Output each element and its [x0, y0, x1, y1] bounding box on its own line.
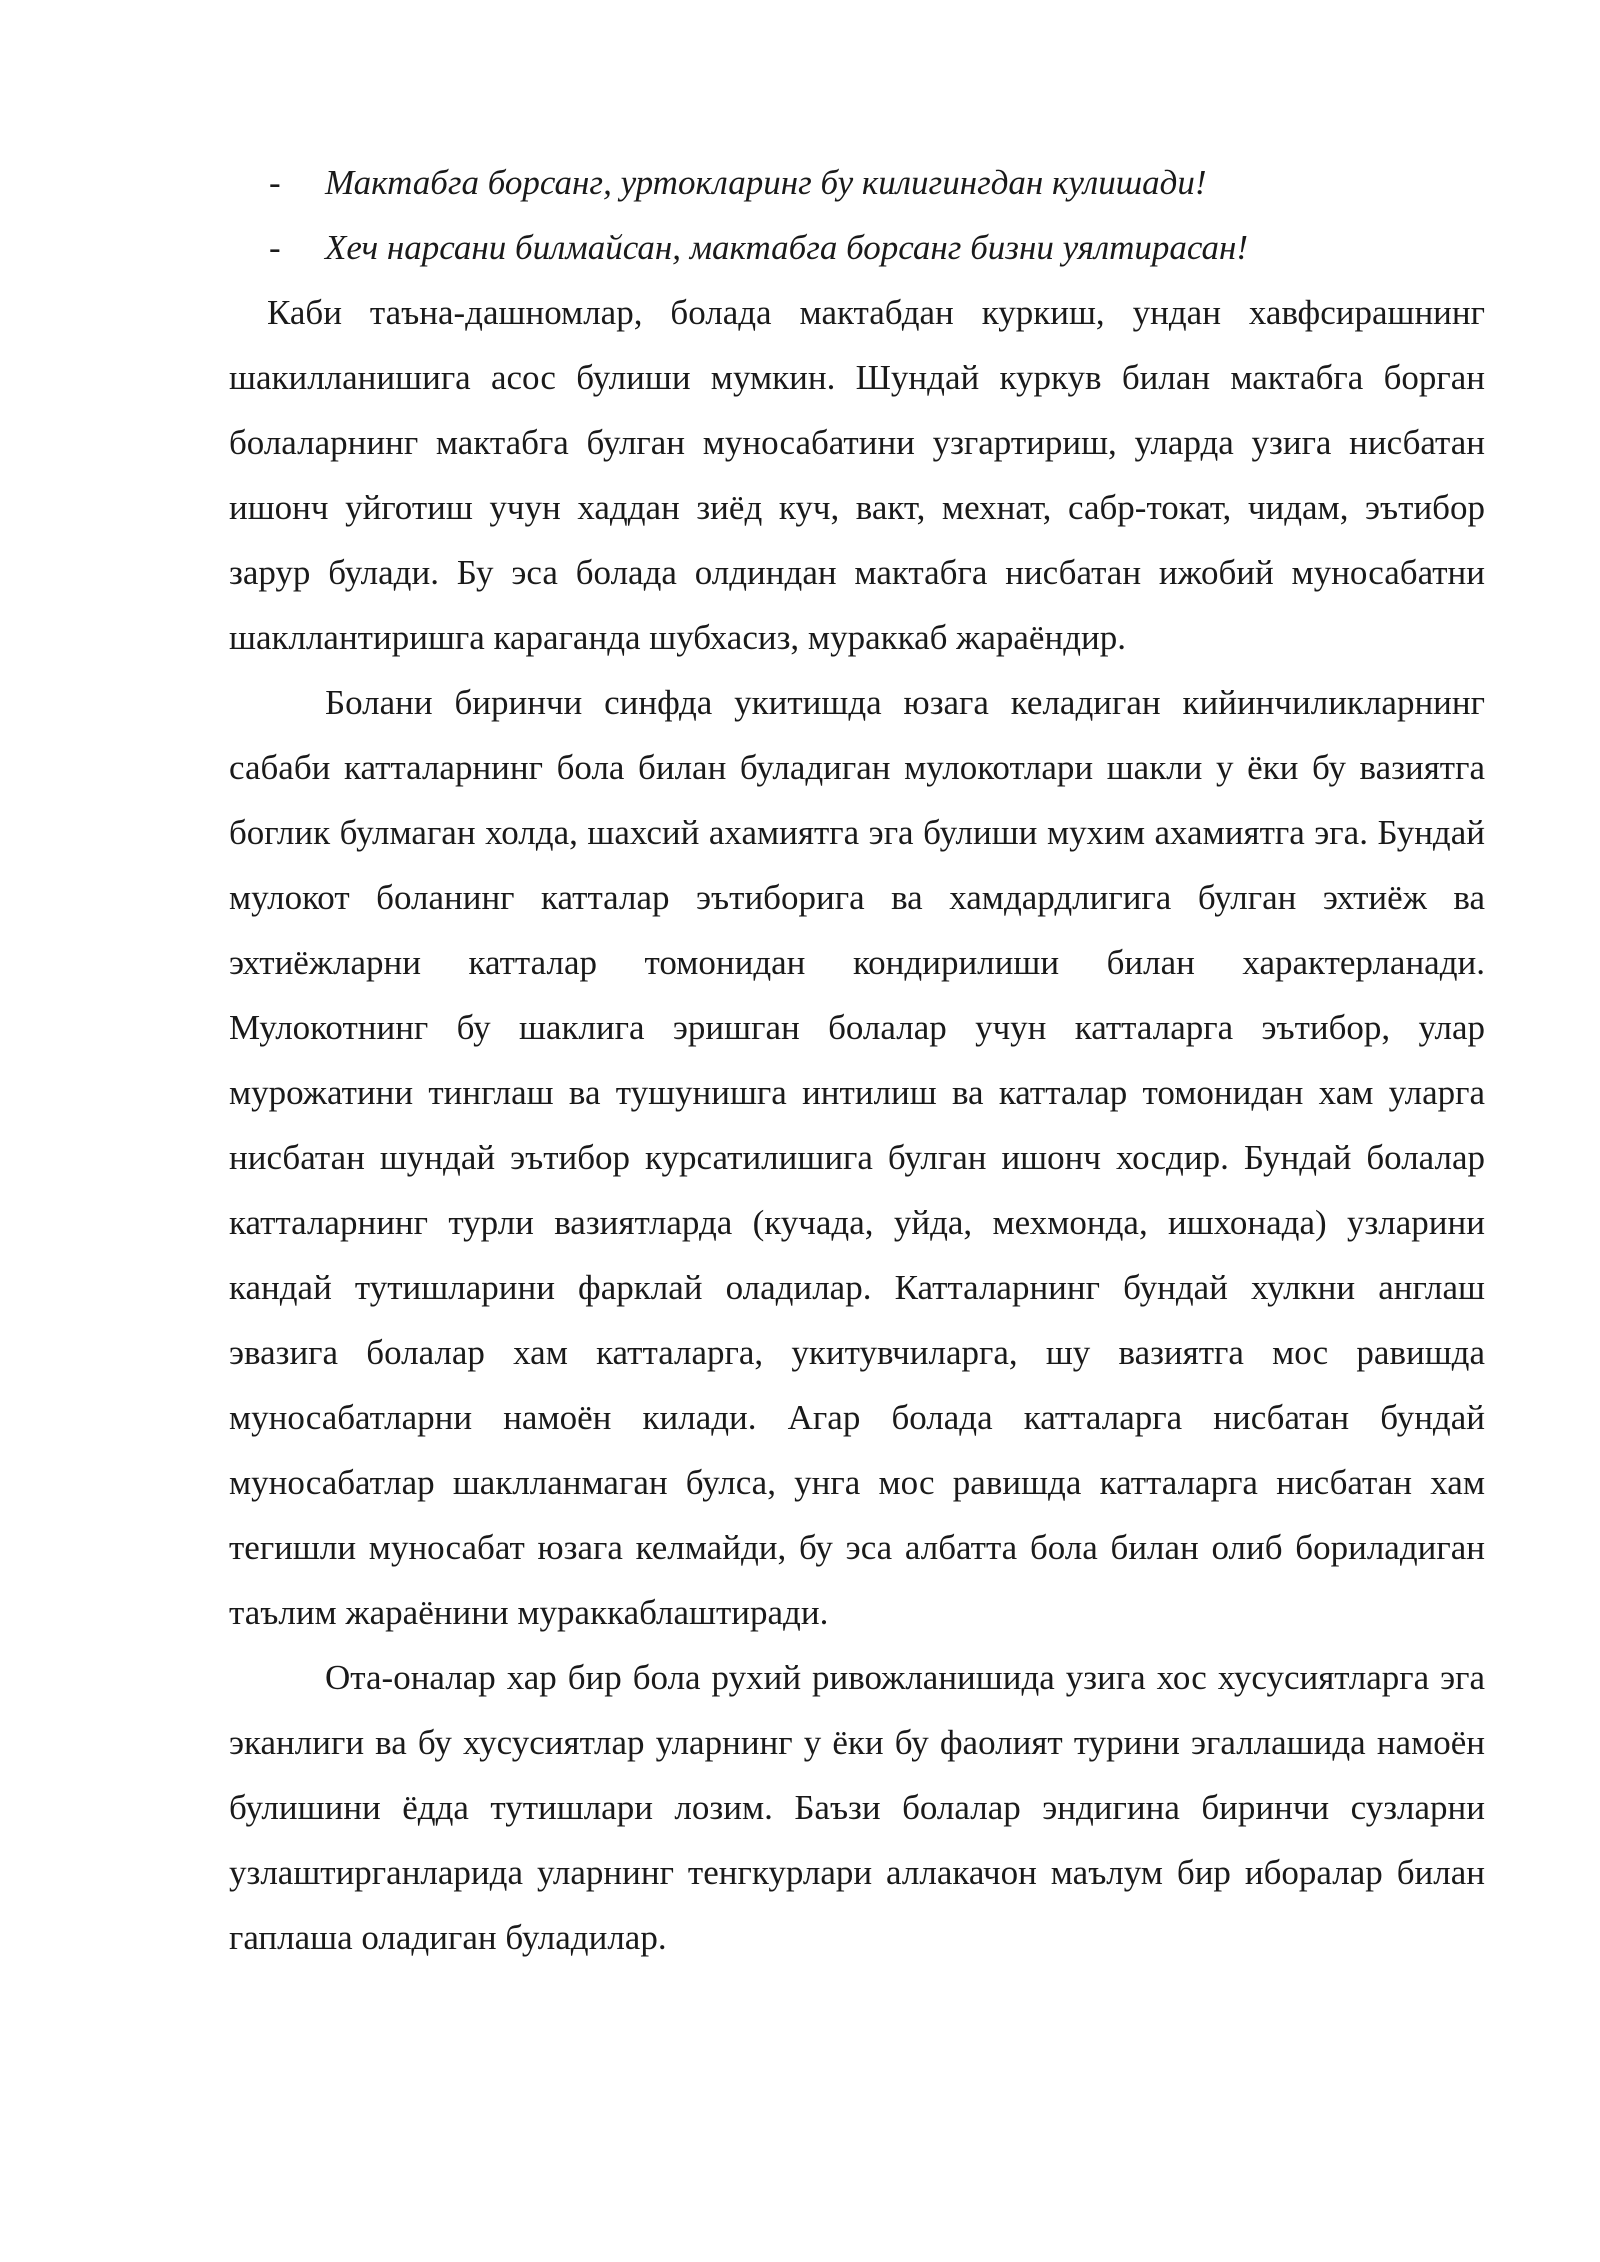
paragraph: Болани биринчи синфда укитишда юзага келадиган кийинчиликларнинг сабаби катталарнинг бола билан буладиган мулокотлари шакли у ёки бу вазиятга боглик булмаган холда, шахсий ахамиятга эга булиши мухим ахамиятга эга. Бундай мулокот боланинг катталар эътиборига ва хамдардлигига булган эхтиёж ва эхтиёжларни катталар томонидан кондирилиши билан характерланади. Мулокотнинг бу шаклига эришган болалар учун катталарга эътибор, улар мурожатини тинглаш ва тушунишга интилиш ва катталар томонидан хам уларга нисбатан шундай эътибор курсатилишига булган ишонч хосдир. Бундай болалар катталарнинг турли вазиятларда (кучада, уйда, мехмонда, ишхонада) узларини кандай тутишларини фарклай оладилар. Катталарнинг бундай хулкни англаш эвазига болалар хам катталарга, укитувчиларга, шу вазиятга мос равишда муносабатларни намоён килади. Агар болада катталарга нисбатан бундай муносабатлар шаклланмаган булса, унга мос равишда катталарга нисбатан хам тегишли муносабат юзага келмайди, бу эса албатта бола билан олиб бориладиган таълим жараёнини мураккаблаштиради. [229, 683, 1485, 1632]
dash-item-text: Хеч нарсани билмайсан, мактабга борсанг бизни уялтирасан! [325, 228, 1249, 267]
document-body [229, 150, 1485, 1970]
paragraph: Каби таъна-дашномлар, болада мактабдан куркиш, ундан хавфсирашнинг шакилланишига асос булиши мумкин. Шундай куркув билан мактабга борган болаларнинг мактабга булган муносабатини узгартириш, уларда узига нисбатан ишонч уйготиш учун хаддан зиёд куч, вакт, мехнат, сабр-токат, чидам, эътибор зарур булади. Бу эса болада олдиндан мактабга нисбатан ижобий муносабатни шакллантиришга караганда шубхасиз, мураккаб жараёндир. [229, 293, 1485, 657]
dash-marker: - [269, 163, 281, 202]
dash-list-item [229, 215, 1485, 280]
dash-item-text: Мактабга борсанг, уртокларинг бу килигингдан кулишади! [325, 163, 1207, 202]
dash-list-item [229, 150, 1485, 215]
paragraph: Ота-оналар хар бир бола рухий ривожланишида узига хос хусусиятларга эга эканлиги ва бу хусусиятлар уларнинг у ёки бу фаолият турини эгаллашида намоён булишини ёдда тутишлари лозим. Баъзи болалар эндигина биринчи сузларни узлаштирганларида уларнинг тенгкурлари аллакачон маълум бир иборалар билан гаплаша оладиган буладилар. [229, 1658, 1485, 1957]
dash-marker: - [269, 228, 281, 267]
